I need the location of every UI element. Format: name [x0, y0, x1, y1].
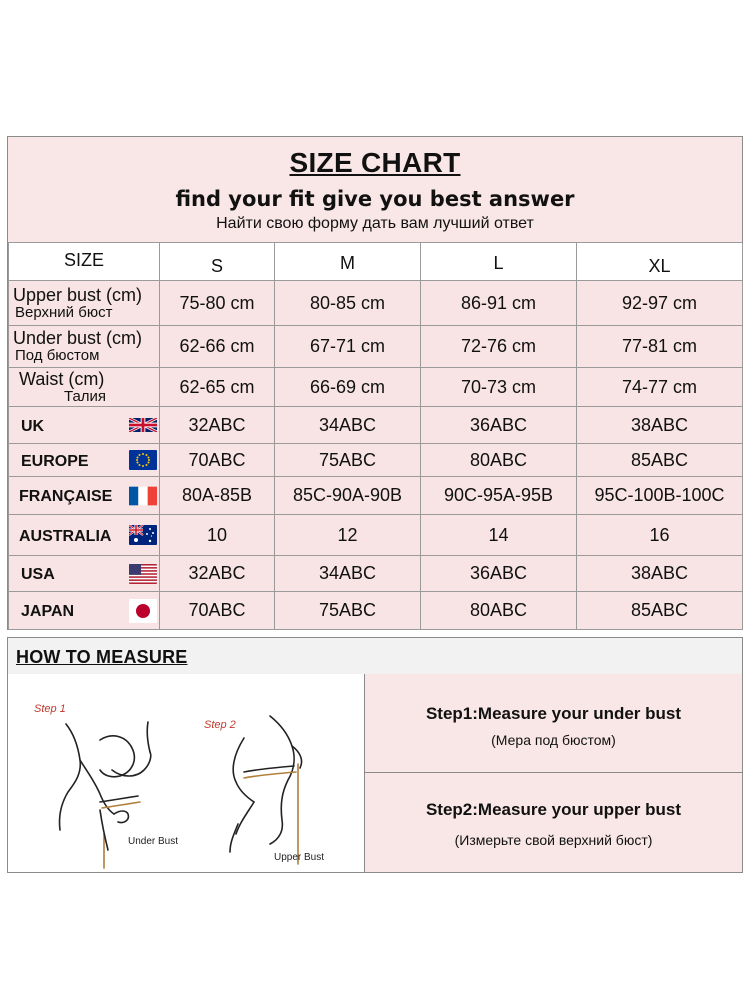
- table-cell: 85C-90A-90B: [275, 477, 421, 515]
- chart-header: [8, 137, 742, 243]
- table-cell: 90C-95A-95B: [421, 477, 577, 515]
- table-cell: 86-91 cm: [421, 281, 577, 326]
- table-row: [9, 407, 743, 444]
- step1-ru: (Мера под бюстом): [491, 732, 616, 748]
- size-chart: [7, 136, 743, 630]
- table-cell: 80ABC: [421, 444, 577, 477]
- region-cell: [9, 444, 160, 477]
- step2-caption: Upper Bust: [274, 852, 325, 863]
- uk-flag-icon: [129, 415, 157, 435]
- chart-subtitle: find your fit give you best answer: [175, 187, 575, 211]
- size-table: [8, 242, 743, 630]
- step2-box: [365, 773, 742, 872]
- table-cell: 34ABC: [275, 407, 421, 444]
- header-cell-size: SIZE: [9, 243, 160, 281]
- header-cell-xl: XL: [577, 243, 743, 281]
- region-cell: [9, 515, 160, 556]
- how-to-measure-title: HOW TO MEASURE: [16, 647, 188, 667]
- table-cell: 75ABC: [275, 444, 421, 477]
- france-flag-icon: [129, 486, 157, 506]
- chart-title: SIZE CHART: [289, 147, 461, 178]
- region-label: USA: [21, 566, 55, 583]
- table-row: [9, 326, 743, 368]
- measurement-label-en: Upper bust (cm): [13, 284, 143, 305]
- step2-label: Step 2: [204, 719, 236, 731]
- region-label: EUROPE: [21, 452, 89, 470]
- table-row: [9, 444, 743, 477]
- table-cell: 36ABC: [421, 556, 577, 592]
- measurement-label-ru: Верхний бюст: [15, 303, 113, 321]
- table-cell: 72-76 cm: [421, 326, 577, 368]
- measurement-label-en: Under bust (cm): [13, 328, 143, 348]
- table-row: [9, 477, 743, 515]
- table-cell: 66-69 cm: [275, 368, 421, 407]
- table-cell: 32ABC: [160, 556, 275, 592]
- table-cell: 75ABC: [275, 592, 421, 630]
- table-cell: 80-85 cm: [275, 281, 421, 326]
- region-cell: [9, 592, 160, 630]
- region-label: UK: [21, 417, 45, 435]
- measurement-figures: [8, 674, 364, 872]
- table-row: [9, 515, 743, 556]
- measurement-label: [9, 326, 160, 368]
- table-cell: 80ABC: [421, 592, 577, 630]
- table-cell: 12: [275, 515, 421, 556]
- region-cell: [9, 477, 160, 515]
- header-cell-l: L: [421, 243, 577, 281]
- table-cell: 77-81 cm: [577, 326, 743, 368]
- table-cell: 70ABC: [160, 444, 275, 477]
- step1-caption: Under Bust: [128, 836, 179, 847]
- measurement-label: [9, 281, 160, 326]
- step1-label: Step 1: [34, 703, 66, 715]
- eu-flag-icon: [129, 450, 157, 470]
- region-label: AUSTRALIA: [19, 527, 112, 545]
- table-row: [9, 592, 743, 630]
- table-cell: 85ABC: [577, 444, 743, 477]
- usa-flag-icon: [129, 564, 157, 584]
- table-cell: 32ABC: [160, 407, 275, 444]
- how-to-measure-header: [8, 638, 742, 675]
- measurement-label-ru: Под бюстом: [15, 347, 100, 364]
- region-label: JAPAN: [21, 603, 75, 620]
- table-cell: 34ABC: [275, 556, 421, 592]
- table-cell: 85ABC: [577, 592, 743, 630]
- table-cell: 16: [577, 515, 743, 556]
- chart-subtitle-ru: Найти свою форму дать вам лучший ответ: [216, 215, 534, 232]
- table-cell: 38ABC: [577, 407, 743, 444]
- step2-title: Step2:Measure your upper bust: [425, 800, 682, 819]
- region-cell: [9, 407, 160, 444]
- measurement-label-ru: Талия: [63, 387, 107, 405]
- region-cell: [9, 556, 160, 592]
- table-cell: 80A-85B: [160, 477, 275, 515]
- step2-ru: (Измерьте свой верхний бюст): [454, 832, 653, 848]
- table-cell: 74-77 cm: [577, 368, 743, 407]
- table-header-row: [9, 243, 743, 281]
- table-cell: 10: [160, 515, 275, 556]
- header-cell-m: M: [275, 243, 421, 281]
- japan-flag-icon: [129, 599, 157, 623]
- table-cell: 70ABC: [160, 592, 275, 630]
- step1-title: Step1:Measure your under bust: [425, 704, 682, 723]
- header-cell-s: S: [160, 243, 275, 281]
- table-cell: 92-97 cm: [577, 281, 743, 326]
- measurement-illustration: [8, 674, 365, 872]
- table-cell: 38ABC: [577, 556, 743, 592]
- table-row: [9, 556, 743, 592]
- measurement-label-en: Waist (cm): [19, 368, 105, 389]
- table-row: [9, 281, 743, 326]
- step1-box: [365, 674, 742, 773]
- table-cell: 70-73 cm: [421, 368, 577, 407]
- region-label: FRANÇAISE: [19, 488, 113, 505]
- australia-flag-icon: [129, 525, 157, 545]
- table-cell: 62-65 cm: [160, 368, 275, 407]
- how-to-measure-section: [7, 637, 743, 873]
- table-cell: 62-66 cm: [160, 326, 275, 368]
- table-cell: 36ABC: [421, 407, 577, 444]
- step2-figure-icon: [230, 716, 302, 864]
- table-row: [9, 368, 743, 407]
- measurement-label: [9, 368, 160, 407]
- table-cell: 75-80 cm: [160, 281, 275, 326]
- table-cell: 67-71 cm: [275, 326, 421, 368]
- table-cell: 95C-100B-100C: [577, 477, 743, 515]
- table-cell: 14: [421, 515, 577, 556]
